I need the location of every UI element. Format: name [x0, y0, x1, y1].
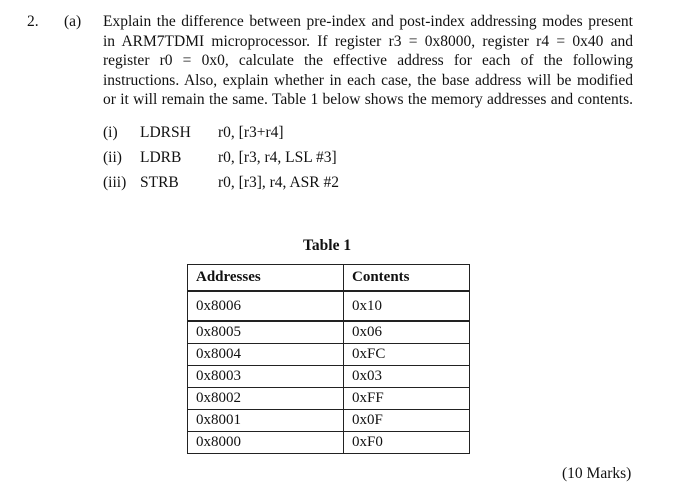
content-cell: 0xFC: [344, 344, 470, 366]
table-row: [188, 321, 470, 344]
instruction-mnemonic: LDRB: [140, 149, 182, 166]
marks-label: (10 Marks): [562, 465, 632, 482]
instruction-mnemonic: STRB: [140, 174, 179, 191]
instruction-operands: r0, [r3, r4, LSL #3]: [218, 149, 337, 166]
part-label: (a): [64, 13, 82, 30]
question-number: 2.: [27, 13, 39, 30]
instruction-label: (iii): [103, 174, 127, 191]
table-row: [188, 388, 470, 410]
content-cell: 0xFF: [344, 388, 470, 410]
address-cell: 0x8005: [188, 321, 344, 344]
instruction-operands: r0, [r3], r4, ASR #2: [218, 174, 339, 191]
table-title: Table 1: [303, 237, 352, 254]
paragraph-line: register r0 = 0x0, calculate the effective address for each of the following: [103, 52, 633, 69]
table-header-row: [188, 265, 470, 292]
instruction-mnemonic: LDRSH: [140, 124, 191, 141]
paragraph-line: in ARM7TDMI microprocessor. If register r3 = 0x8000, register r4 = 0x40 and: [103, 32, 633, 50]
instruction-label: (i): [103, 124, 118, 141]
instruction-label: (ii): [103, 149, 122, 166]
table-row: [188, 432, 470, 454]
header-addresses: Addresses: [188, 265, 344, 292]
table-row: [188, 291, 470, 321]
paragraph-line: instructions. Also, explain whether in each case, the base address will be modified: [103, 71, 633, 89]
address-cell: 0x8002: [188, 388, 344, 410]
address-cell: 0x8000: [188, 432, 344, 454]
table-row: [188, 366, 470, 388]
instruction-operands: r0, [r3+r4]: [218, 124, 284, 141]
content-cell: 0x10: [344, 291, 470, 321]
header-contents: Contents: [344, 265, 470, 292]
address-cell: 0x8003: [188, 366, 344, 388]
address-cell: 0x8004: [188, 344, 344, 366]
address-cell: 0x8006: [188, 291, 344, 321]
content-cell: 0x03: [344, 366, 470, 388]
memory-table: [187, 264, 470, 454]
table-row: [188, 410, 470, 432]
content-cell: 0xF0: [344, 432, 470, 454]
content-cell: 0x0F: [344, 410, 470, 432]
address-cell: 0x8001: [188, 410, 344, 432]
paragraph-line: or it will remain the same. Table 1 below shows the memory addresses and contents.: [103, 91, 633, 108]
content-cell: 0x06: [344, 321, 470, 344]
table-row: [188, 344, 470, 366]
paragraph-line: Explain the difference between pre-index and post-index addressing modes present: [103, 13, 633, 30]
